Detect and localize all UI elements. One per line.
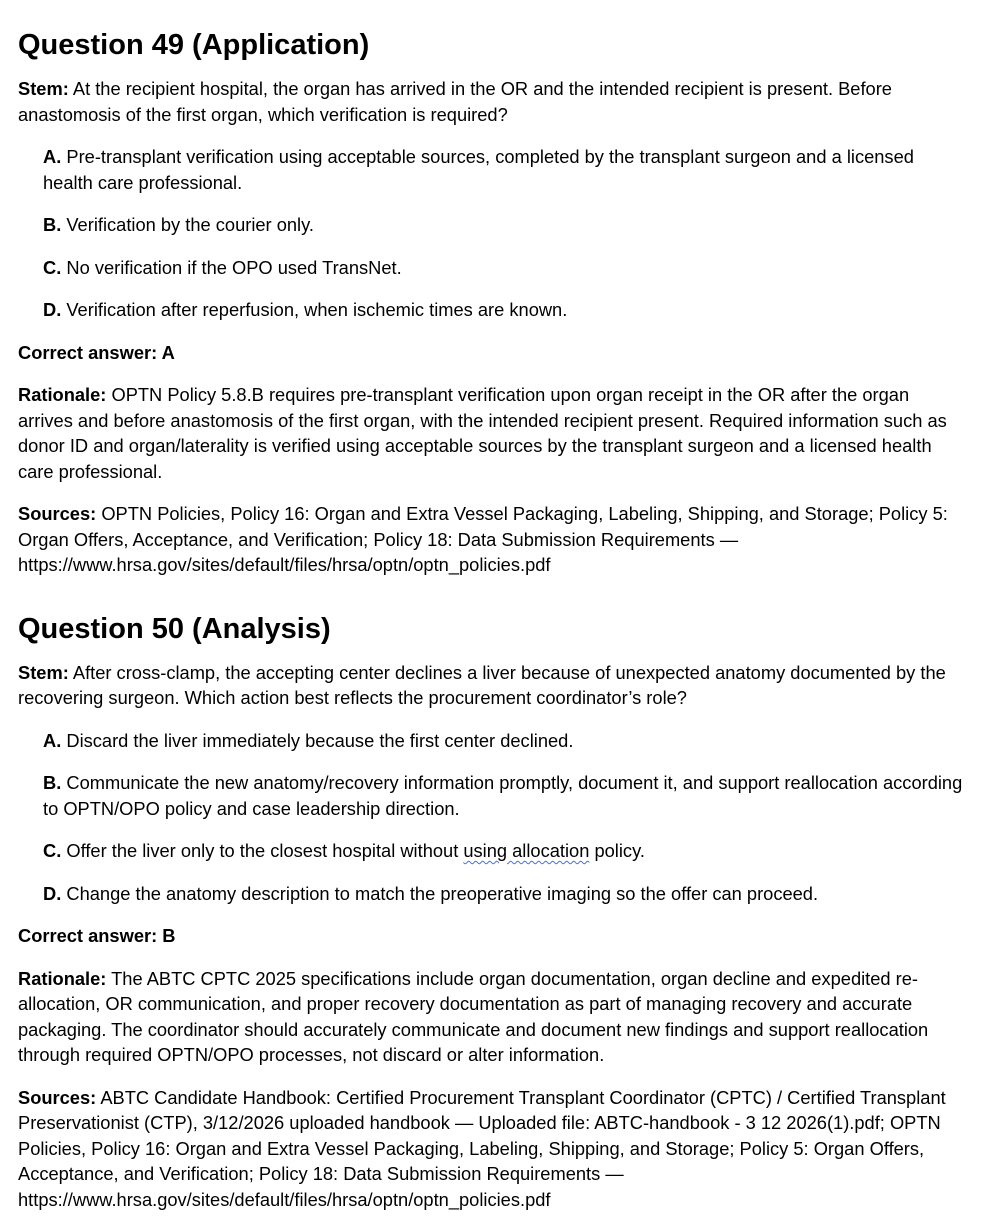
question-49-option-c bbox=[18, 255, 965, 281]
question-50-option-d bbox=[18, 881, 965, 907]
question-50-title: Question 50 (Analysis) bbox=[18, 612, 331, 645]
option-letter: D. bbox=[43, 882, 62, 904]
option-letter: B. bbox=[43, 772, 62, 793]
rationale-text: The ABTC CPTC 2025 specifications include organ documentation, organ decline and expedited re-allocation, OR communication, and proper recovery documentation as part of managing recovery and accurate packaging. The coordinator should accurately communicate and document new findings and support reallocation through required OPTN/OPO processes, not discard or alter information. bbox=[18, 967, 929, 1065]
question-50 bbox=[18, 612, 965, 1213]
question-50-option-a bbox=[18, 728, 965, 754]
question-50-option-c bbox=[18, 838, 965, 864]
question-49-option-b bbox=[18, 212, 965, 238]
option-text: Change the anatomy description to match the preoperative imaging so the offer can proceed. bbox=[66, 882, 819, 904]
question-50-stem bbox=[18, 660, 965, 711]
sources-label: Sources: bbox=[18, 503, 97, 524]
stem-text: At the recipient hospital, the organ has arrived in the OR and the intended recipient is present. Before anastomosis of the first organ, which verification is required? bbox=[18, 78, 892, 125]
option-text: Communicate the new anatomy/recovery information promptly, document it, and support reallocation according to OPTN/OPO policy and case leadership direction. bbox=[43, 772, 963, 819]
option-text: Discard the liver immediately because the first center declined. bbox=[66, 729, 574, 751]
option-letter: B. bbox=[43, 214, 62, 235]
question-49-option-d bbox=[18, 297, 965, 323]
question-50-rationale bbox=[18, 966, 965, 1068]
option-letter: C. bbox=[43, 840, 62, 861]
option-text-before: Offer the liver only to the closest hospital without bbox=[66, 840, 464, 861]
option-text: No verification if the OPO used TransNet. bbox=[66, 256, 402, 278]
option-text: Pre-transplant verification using acceptable sources, completed by the transplant surgeon and a licensed health care professional. bbox=[43, 146, 914, 193]
question-49-sources bbox=[18, 501, 965, 578]
sources-label: Sources: bbox=[18, 1086, 97, 1108]
option-text: Verification by the courier only. bbox=[66, 214, 314, 235]
option-letter: D. bbox=[43, 299, 62, 320]
stem-label: Stem: bbox=[18, 78, 69, 99]
rationale-text: OPTN Policy 5.8.B requires pre-transplant verification upon organ receipt in the OR after the organ arrives and before anastomosis of the first organ, with the intended recipient present. Required information such as donor ID and organ/laterality is verified using acceptable sources by the transplant surgeon and a licensed health care professional. bbox=[18, 384, 947, 482]
question-50-sources bbox=[18, 1085, 965, 1213]
question-50-correct-answer: Correct answer: B bbox=[18, 925, 176, 946]
rationale-label: Rationale: bbox=[18, 384, 107, 405]
question-50-option-b bbox=[18, 770, 965, 821]
sources-text: ABTC Candidate Handbook: Certified Procurement Transplant Coordinator (CPTC) / Certified Transplant Preservationist (CTP), 3/12/2026 uploaded handbook — Uploaded file: ABTC-handbook - 3 12 2026(1).pdf; OPTN Policies, Policy 16: Organ and Extra Vessel Packaging, Labeling, Shipping, and Storage; Policy 5: Organ Offers, Acceptance, and Verification; Policy 18: Data Submission Requirements — https://www.hrsa.gov/sites/default/files/hrsa/optn/optn_policies.pdf bbox=[18, 1086, 946, 1210]
stem-label: Stem: bbox=[18, 661, 69, 683]
question-49-rationale bbox=[18, 382, 965, 484]
option-text: Verification after reperfusion, when ischemic times are known. bbox=[66, 299, 568, 320]
option-letter: A. bbox=[43, 146, 62, 167]
question-49-stem bbox=[18, 76, 965, 127]
rationale-label: Rationale: bbox=[18, 967, 107, 989]
option-text-after: policy. bbox=[589, 840, 645, 861]
option-letter: A. bbox=[43, 729, 62, 751]
stem-text: After cross-clamp, the accepting center declines a liver because of unexpected anatomy documented by the recovering surgeon. Which action best reflects the procurement coordinator’s role? bbox=[18, 661, 946, 708]
spellcheck-flagged-text[interactable]: using allocation bbox=[463, 840, 590, 861]
question-49-title: Question 49 (Application) bbox=[18, 29, 370, 61]
question-49 bbox=[18, 28, 965, 578]
question-49-correct-answer: Correct answer: A bbox=[18, 341, 175, 363]
option-letter: C. bbox=[43, 256, 62, 278]
question-49-option-a bbox=[18, 144, 965, 195]
sources-text: OPTN Policies, Policy 16: Organ and Extra Vessel Packaging, Labeling, Shipping, and Storage; Policy 5: Organ Offers, Acceptance, and Verification; Policy 18: Data Submission Requirements — https://www.hrsa.gov/sites/default/files/hrsa/optn/optn_policies.pdf bbox=[18, 503, 948, 575]
